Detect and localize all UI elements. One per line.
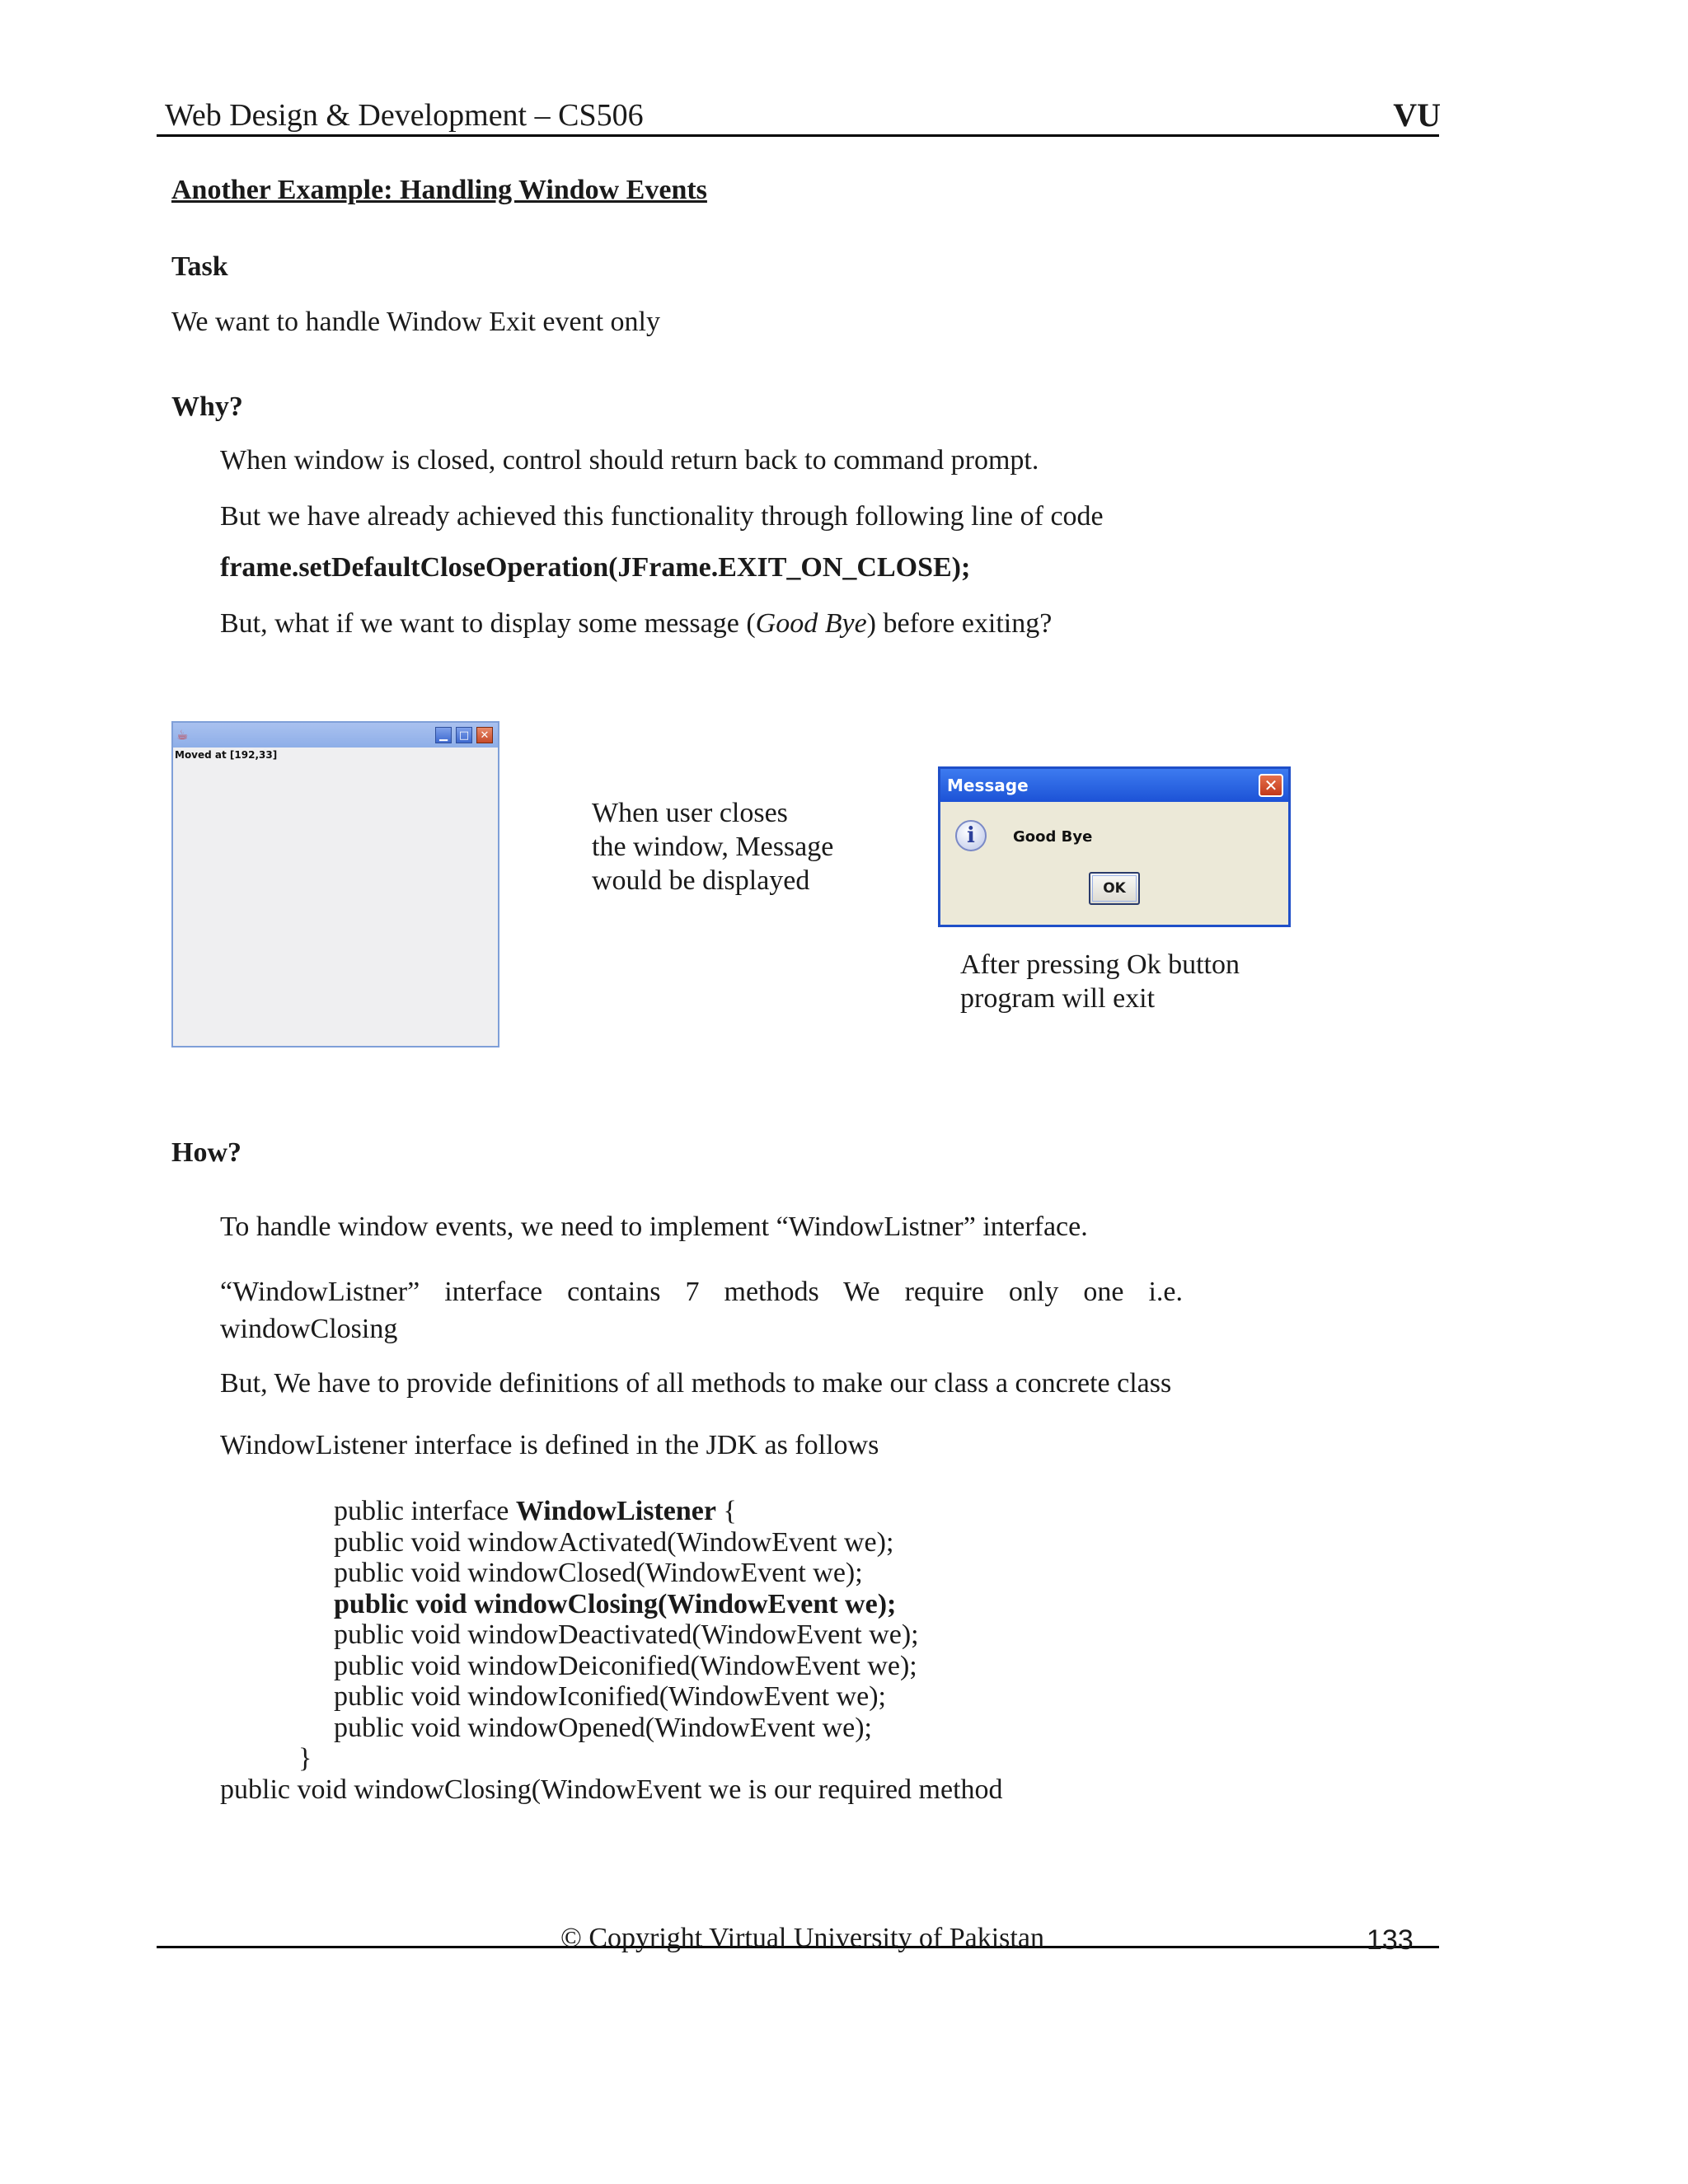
method-line: public void windowIconified(WindowEvent we);: [334, 1681, 886, 1712]
how-paragraph-4: WindowListener interface is defined in the JDK as follows: [220, 1430, 879, 1460]
running-header-institution: VU: [1393, 96, 1441, 134]
task-text: We want to handle Window Exit event only: [171, 307, 660, 337]
info-icon: i: [955, 820, 987, 851]
close-icon[interactable]: ✕: [476, 727, 493, 743]
java-frame-screenshot: [171, 721, 499, 1047]
header-rule: [157, 134, 1439, 137]
message-dialog: [938, 766, 1291, 927]
section-title: Another Example: Handling Window Events: [171, 175, 707, 205]
why-line-3-after: ) before exiting?: [866, 608, 1053, 639]
method-line: public void windowClosed(WindowEvent we);: [334, 1558, 863, 1588]
interface-name: WindowListener: [515, 1496, 716, 1526]
caption-right-line-2: program will exit: [960, 983, 1156, 1014]
why-line-1: When window is closed, control should return back to command prompt.: [220, 445, 1039, 476]
why-code-line: frame.setDefaultCloseOperation(JFrame.EXIT_ON_CLOSE);: [220, 552, 971, 583]
decl-prefix: public interface: [334, 1496, 516, 1526]
maximize-icon[interactable]: □: [456, 727, 472, 743]
caption-left-line-1: When user closes: [592, 798, 788, 828]
how-heading: How?: [171, 1137, 241, 1168]
code-block: [334, 1496, 919, 1743]
how-paragraph-2: “WindowListner” interface contains 7 methods We require only one i.e. windowClosing: [220, 1277, 1183, 1344]
method-line: public void windowActivated(WindowEvent we);: [334, 1526, 894, 1558]
frame-titlebar: [173, 723, 498, 748]
page-number: 133: [1367, 1924, 1414, 1956]
why-line-2: But we have already achieved this functionality through following line of code: [220, 501, 1104, 532]
footer-copyright: © Copyright Virtual University of Pakistan: [560, 1923, 1044, 1953]
ok-button[interactable]: OK: [1089, 872, 1140, 905]
frame-status-label: Moved at [192,33]: [175, 749, 278, 761]
how-paragraph-3: But, We have to provide definitions of all methods to make our class a concrete class: [220, 1368, 1172, 1399]
method-line: public void windowDeiconified(WindowEvent we);: [334, 1650, 917, 1681]
dialog-message: Good Bye: [1013, 828, 1093, 846]
dialog-titlebar: [940, 769, 1288, 802]
task-heading: Task: [171, 251, 228, 282]
dialog-title: Message: [947, 776, 1029, 795]
why-line-3-italic: Good Bye: [755, 608, 867, 639]
caption-right-line-1: After pressing Ok button: [960, 949, 1240, 980]
running-header-title: Web Design & Development – CS506: [165, 98, 644, 133]
why-line-3: [220, 608, 1052, 640]
method-line: public void windowOpened(WindowEvent we);: [334, 1712, 872, 1743]
caption-right: [960, 948, 1240, 1015]
how-paragraph-1: To handle window events, we need to implement “WindowListner” interface.: [220, 1212, 1088, 1242]
why-heading: Why?: [171, 391, 243, 422]
close-icon[interactable]: ✕: [1259, 774, 1283, 797]
java-cup-icon: ☕: [176, 727, 189, 743]
method-line: public void windowDeactivated(WindowEvent we);: [334, 1619, 919, 1650]
interface-declaration: [334, 1496, 919, 1527]
code-note: public void windowClosing(WindowEvent we is our required method: [220, 1774, 1003, 1805]
why-line-3-before: But, what if we want to display some message (: [220, 608, 756, 639]
caption-left: [592, 796, 833, 898]
caption-left-line-3: would be displayed: [592, 865, 810, 896]
method-line-highlighted: public void windowClosing(WindowEvent we);: [334, 1588, 897, 1619]
minimize-icon[interactable]: ▁: [435, 727, 452, 743]
decl-brace: {: [715, 1496, 737, 1526]
caption-left-line-2: the window, Message: [592, 832, 834, 862]
closing-brace: }: [298, 1743, 312, 1774]
